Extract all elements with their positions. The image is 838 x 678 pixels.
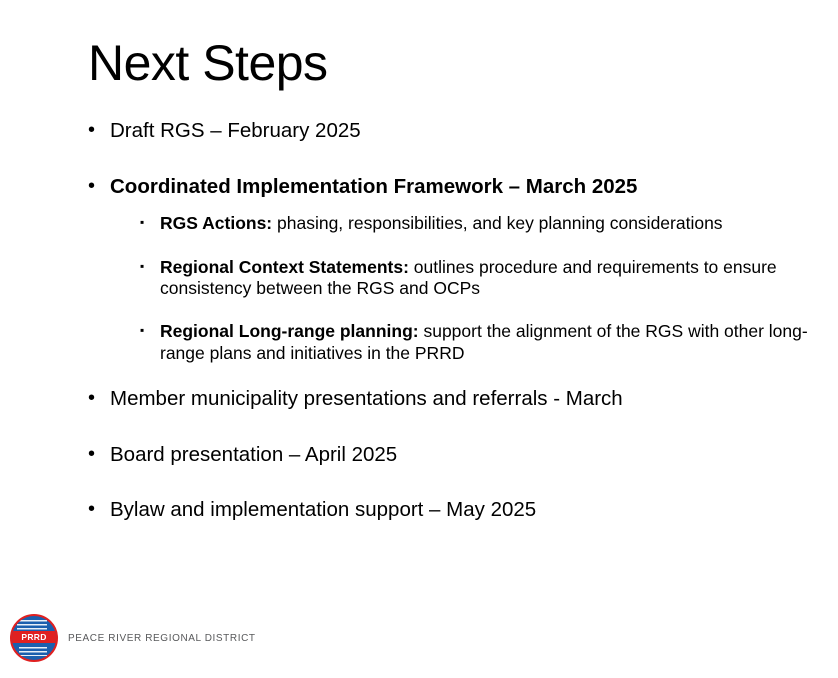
- bullet-marker-icon: •: [88, 442, 96, 465]
- sub-bullet-detail: outlines procedure and requirements to ensure consistency between the RGS and OCPs: [160, 256, 777, 298]
- sub-bullet-text: [160, 321, 828, 364]
- bullet-marker-icon: •: [88, 119, 96, 141]
- logo-wave-bottom: [19, 647, 47, 656]
- bullet-item-draft-rgs: [88, 118, 828, 144]
- bullet-list: [88, 118, 828, 553]
- bullet-marker-icon: •: [88, 498, 96, 521]
- square-bullet-marker-icon: ▪: [140, 323, 145, 338]
- sub-bullet-detail: support the alignment of the RGS with other long-range plans and initiatives in the PRRD: [160, 321, 808, 363]
- logo-wave-top: [17, 620, 47, 630]
- sub-bullet-lead: Regional Context Statements:: [160, 256, 409, 277]
- sub-bullet-list: [88, 213, 828, 364]
- bullet-item-bylaw-and-implementation-support: [88, 497, 828, 523]
- sub-bullet-item-rgs-actions: [140, 213, 828, 234]
- sub-bullet-lead: Regional Long-range planning:: [160, 321, 419, 342]
- bullet-text: Coordinated Implementation Framework – March 2025: [110, 174, 638, 198]
- organization-name: PEACE RIVER REGIONAL DISTRICT: [68, 632, 256, 644]
- bullet-text: Board presentation – April 2025: [110, 442, 398, 466]
- bullet-marker-icon: •: [88, 174, 96, 197]
- bullet-item-member-municipality-presentations: [88, 386, 828, 412]
- page-title: Next Steps: [88, 35, 328, 91]
- slide-footer: [10, 614, 256, 662]
- bullet-item-board-presentation: [88, 442, 828, 468]
- bullet-item-coordinated-implementation-framework: [88, 174, 828, 200]
- sub-bullet-detail: phasing, responsibilities, and key planning considerations: [272, 213, 723, 234]
- sub-bullet-item-regional-long-range-planning: [140, 321, 828, 364]
- bullet-text: Bylaw and implementation support – May 2025: [110, 498, 537, 522]
- square-bullet-marker-icon: ▪: [140, 258, 145, 273]
- bullet-text: Member municipality presentations and referrals - March: [110, 386, 623, 410]
- sub-bullet-text: [160, 257, 828, 300]
- prrd-logo-icon: [10, 614, 58, 662]
- sub-bullet-item-regional-context-statements: [140, 257, 828, 300]
- logo-band-text: PRRD: [21, 632, 47, 642]
- bullet-text: Draft RGS – February 2025: [110, 119, 361, 142]
- sub-bullet-lead: RGS Actions:: [160, 213, 273, 234]
- square-bullet-marker-icon: ▪: [140, 215, 145, 230]
- sub-bullet-text: [160, 213, 828, 234]
- bullet-marker-icon: •: [88, 386, 96, 409]
